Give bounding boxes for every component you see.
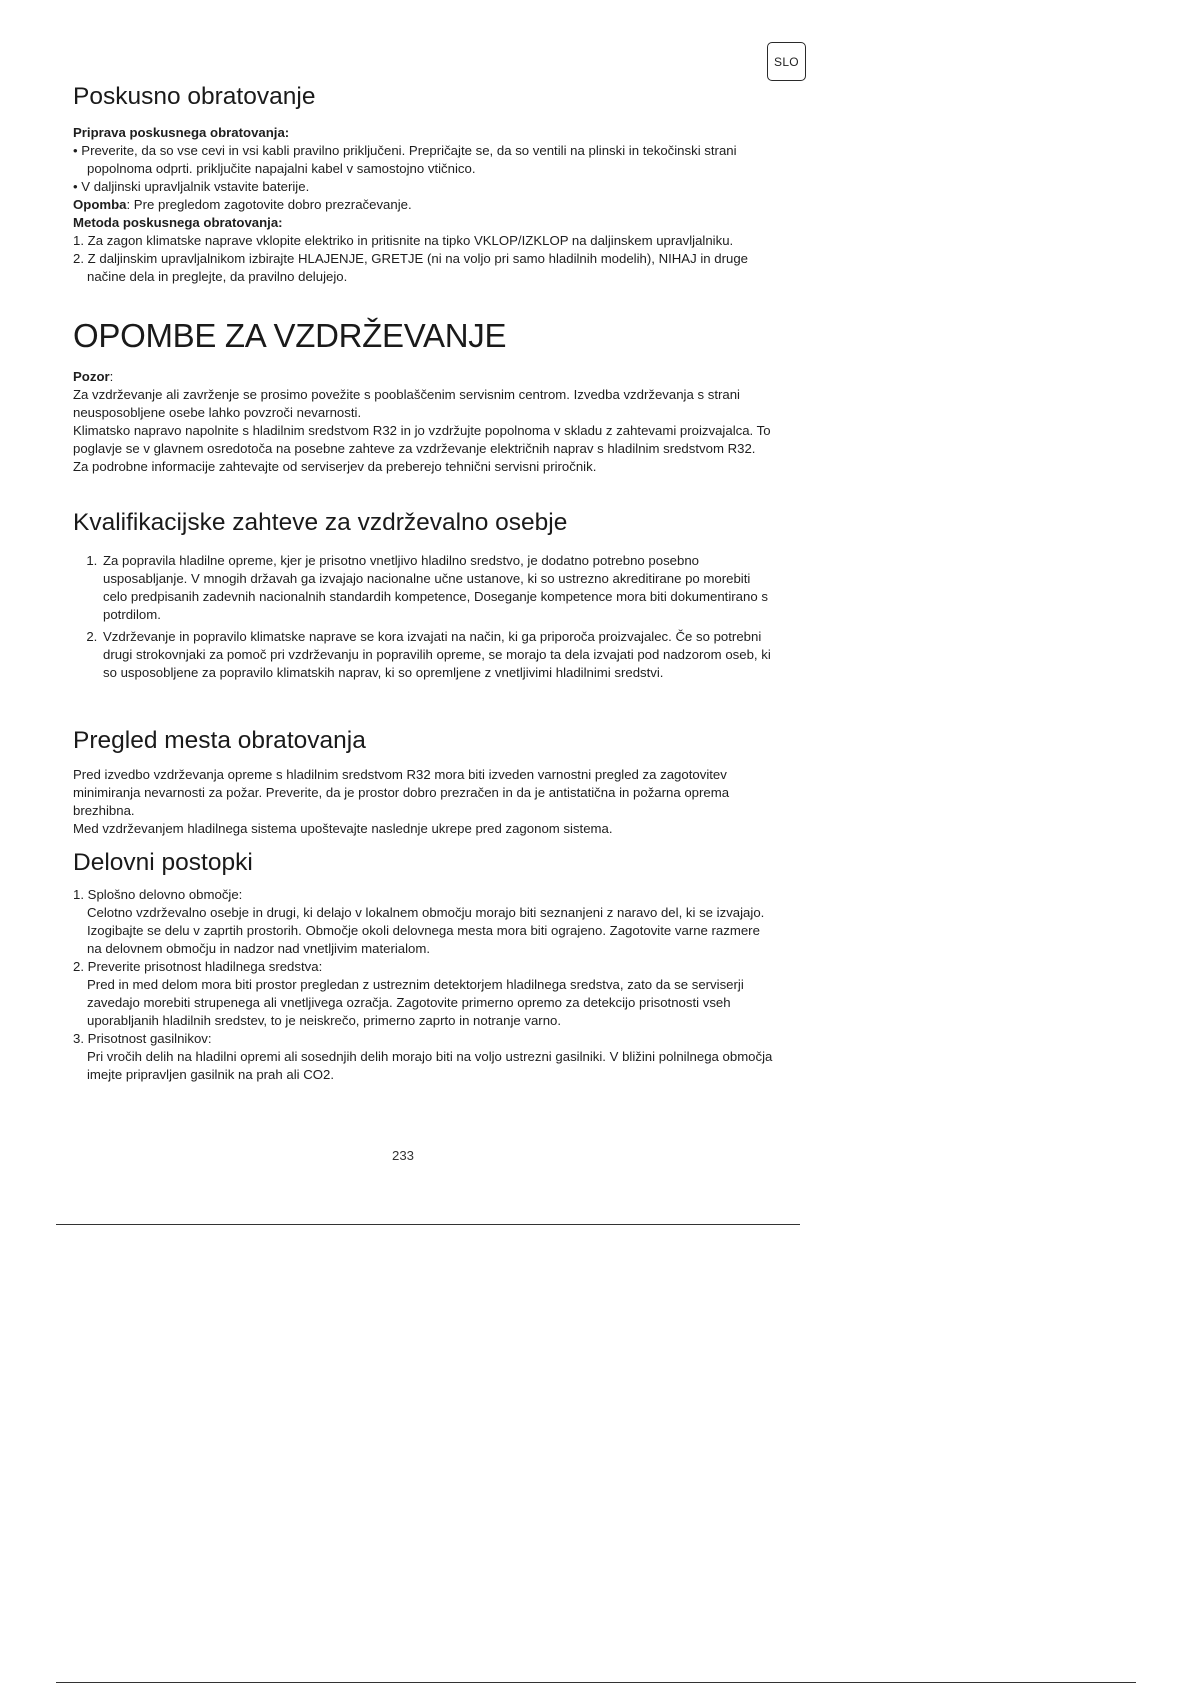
trial-method-label: Metoda poskusnega obratovanja: [73,215,283,230]
maintenance-caution-label: Pozor [73,369,110,384]
page-divider-rule [56,1224,800,1225]
trial-step-2: 2. Z daljinskim upravljalnikom izbirajte HLAJENJE, GRETJE (ni na voljo pri samo hladilnih modelih), NIHAJ in druge načine dela in preglejte, da pravilno delujejo. [73,251,749,284]
qualification-item-1: 1. Za popravila hladilne opreme, kjer je prisotno vnetljivo hladilno sredstvo, je dodatno potrebno posebno usposabljanje. V mnogih državah ga izvajajo nacionalne učne ustanove, ki so ustrezno akreditirane po morebiti celo predpisanih zadevnih nacionalnih standardih kompetence, Doseganje kompetence mora biti dokumentirano s potrdilom. [101,552,773,624]
page-number: 233 [392,1148,415,1163]
language-badge: SLO [767,42,806,81]
trial-note [73,196,773,214]
qualification-item-2: 2. Vzdrževanje in popravilo klimatske naprave se kora izvajati na način, ki ga priporoča proizvajalec. Če so potrebni drugi strokovnjaki za pomoč pri vzdrževanju in popravilih opreme, se morajo ta dela izvajati pod nadzorom oseb, ki so usposobljene za popravilo klimatskih naprav, ki so opremljene z vnetljivimi hladilnimi sredstvi. [101,628,773,682]
maintenance-caution-colon: : [109,369,114,384]
trial-bullet-1: • Preverite, da so vse cevi in vsi kabli pravilno priključeni. Prepričajte se, da so ventili na plinski in tekočinski strani popolnoma odprti. priključite napajalni kabel v samostojno vtičnico. [73,143,737,176]
trial-note-label: Opomba [73,197,127,212]
trial-note-text: : Pre pregledom zagotovite dobro prezračevanje. [126,197,412,212]
trial-step-1: 1. Za zagon klimatske naprave vklopite elektriko in pritisnite na tipko VKLOP/IZKLOP na daljinskem upravljalniku. [73,233,734,248]
procedure-2-title: 2. Preverite prisotnost hladilnega sredstva: [73,959,323,974]
procedure-2-text: Pred in med delom mora biti prostor pregledan z ustreznim detektorjem hladilnega sredstva, zato da se serviserji zavedajo morebiti strupenega ali vnetljivega ozračja. Zagotovite primerno opremo za detekcijo prisotnosti vseh uporabljanih hladilnih sredstev, to je neiskrečo, primerno zaprto in notranje varno. [87,977,744,1028]
site-check-heading: Pregled mesta obratovanja [73,727,366,754]
procedure-3-title: 3. Prisotnost gasilnikov: [73,1031,212,1046]
maintenance-heading: OPOMBE ZA VZDRŽEVANJE [73,317,507,354]
qualification-heading: Kvalifikacijske zahteve za vzdrževalno osebje [73,509,568,536]
maintenance-paragraph-2: Klimatsko napravo napolnite s hladilnim sredstvom R32 in jo vzdržujte popolnoma v skladu z zahtevami proizvajalca. To poglavje se v glavnem osredotoča na posebne zahteve za vzdrževanje električnih naprav s hladilnim sredstvom R32. Za podrobne informacije zahtevajte od serviserjev da preberejo tehnični servisni priročnik. [73,423,771,474]
procedure-1-text: Celotno vzdrževalno osebje in drugi, ki delajo v lokalnem območju morajo biti seznanjeni z naravo del, ki se izvajajo. Izogibajte se delu v zaprtih prostorih. Območje okoli delovnega mesta mora biti ograjeno. Zagotovite varne razmere na delovnem območju in nadzor nad vnetljivim materialom. [87,905,765,956]
trial-bullet-2: • V daljinski upravljalnik vstavite baterije. [73,179,310,194]
site-check-paragraph-2: Med vzdrževanjem hladilnega sistema upoštevajte naslednje ukrepe pred zagonom sistema. [73,821,613,836]
bottom-edge-rule [56,1682,1136,1683]
procedure-1-title: 1. Splošno delovno območje: [73,887,243,902]
procedures-heading: Delovni postopki [73,849,253,876]
maintenance-caution [73,368,773,386]
trial-prep-label: Priprava poskusnega obratovanja: [73,125,290,140]
page-content [73,82,773,1084]
maintenance-paragraph-1: Za vzdrževanje ali zavrženje se prosimo povežite s pooblaščenim servisnim centrom. Izvedba vzdrževanja s strani neusposobljene osebe lahko povzroči nevarnosti. [73,387,740,420]
site-check-paragraph-1: Pred izvedbo vzdrževanja opreme s hladilnim sredstvom R32 mora biti izveden varnostni pregled za zagotovitev minimiranja nevarnosti za požar. Preverite, da je prostor dobro prezračen in da je antistatična in požarna oprema brezhibna. [73,767,730,818]
trial-heading: Poskusno obratovanje [73,83,316,110]
procedure-3-text: Pri vročih delih na hladilni opremi ali sosednjih delih morajo biti na voljo ustrezni gasilniki. V bližini polnilnega območja imejte pripravljen gasilnik na prah ali CO2. [87,1049,773,1082]
qualification-list [73,552,773,682]
